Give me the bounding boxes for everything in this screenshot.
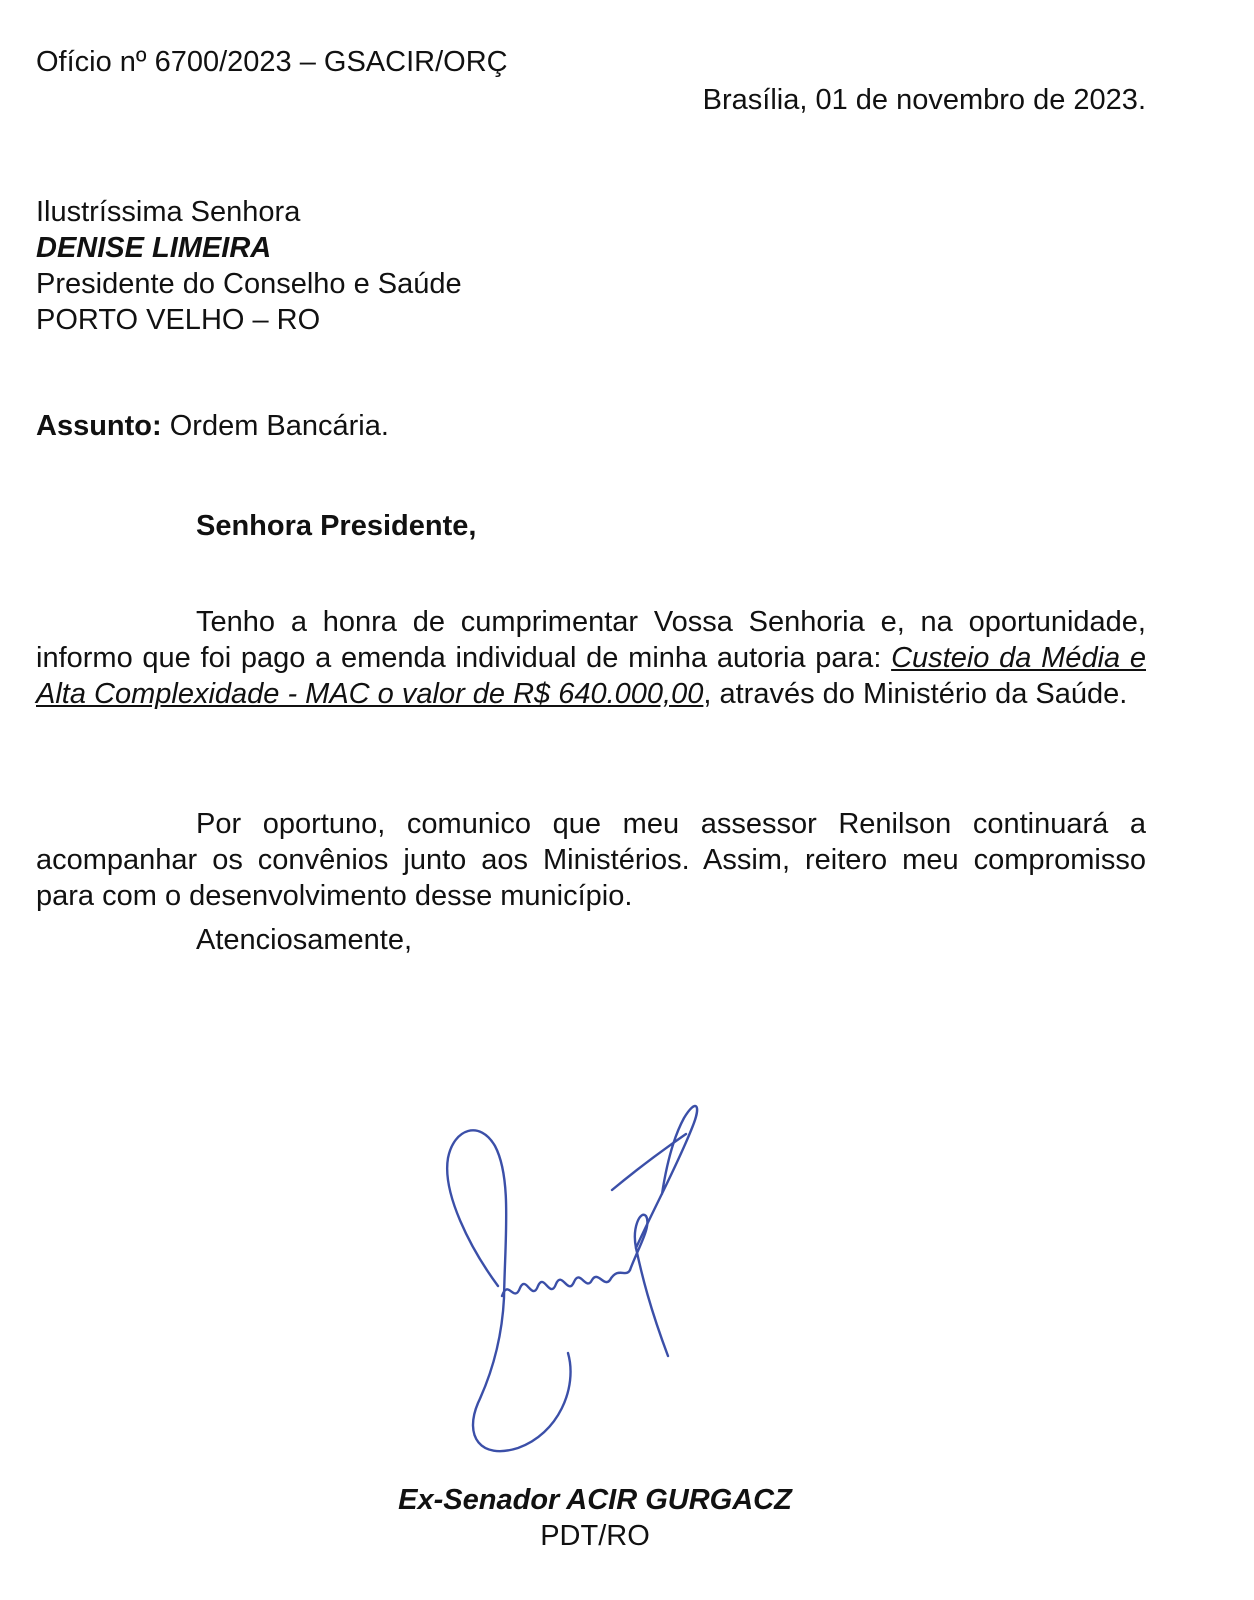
subject-label: Assunto: [36, 410, 162, 442]
recipient-location: PORTO VELHO – RO [36, 304, 321, 336]
signer-name: Ex-Senador ACIR GURGACZ [398, 1484, 792, 1516]
recipient-name: DENISE LIMEIRA [36, 232, 272, 264]
paragraph1-intro: Tenho a honra de cumprimentar Vossa Senhoria e, na oportunidade, informo que foi pago a emenda individual de minha autoria para: [36, 606, 1146, 674]
recipient-block [36, 194, 462, 338]
greeting: Senhora Presidente, [196, 510, 477, 542]
recipient-role: Presidente do Conselho e Saúde [36, 268, 462, 300]
signer-party: PDT/RO [540, 1520, 650, 1552]
closing: Atenciosamente, [196, 924, 413, 956]
signature-stroke-long [636, 1106, 697, 1248]
recipient-salutation-title: Ilustríssima Senhora [36, 196, 301, 228]
office-number: Ofício nº 6700/2023 – GSACIR/ORÇ [36, 46, 508, 78]
signature-stroke-zigzag [502, 1270, 630, 1296]
subject-text: Ordem Bancária. [169, 410, 389, 442]
body-paragraph-2: Por oportuno, comunico que meu assessor Renilson continuará a acompanhar os convênios junto aos Ministérios. Assim, reitero meu compromisso para com o desenvolvimento desse município. [36, 808, 1146, 912]
paragraph1-highlight: Custeio da Média e Alta Complexidade - MAC o valor de R$ 640.000,00 [36, 642, 1146, 710]
date-line: Brasília, 01 de novembro de 2023. [702, 84, 1146, 116]
signature-stroke-hook [630, 1215, 668, 1356]
body-paragraph-1 [36, 604, 1146, 712]
handwritten-signature [440, 1098, 720, 1478]
paragraph1-outro: , através do Ministério da Saúde. [703, 678, 1128, 710]
subject-line [36, 408, 389, 444]
signature-stroke-slash [612, 1134, 686, 1190]
